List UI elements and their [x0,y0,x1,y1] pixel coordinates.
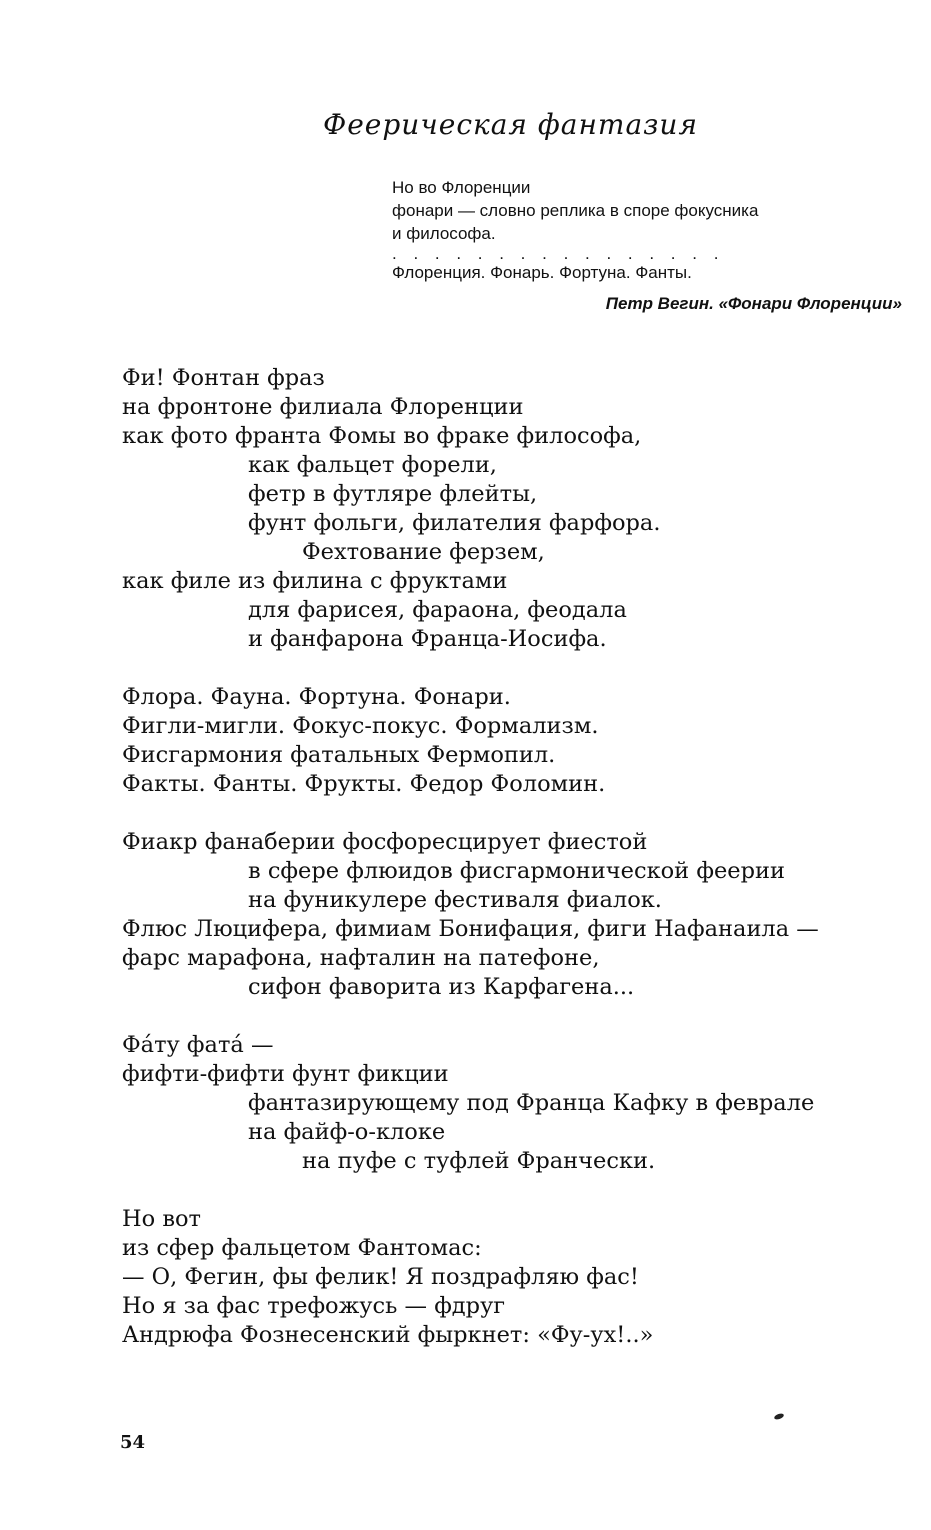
poem-line: в сфере флюидов фисгармонической феерии [248,858,785,884]
poem-line: Факты. Фанты. Фрукты. Федор Фоломин. [122,771,606,797]
poem-line: для фарисея, фараона, феодала [248,597,627,623]
poem-line: на пуфе с туфлей Франчески. [302,1148,656,1174]
poem-line: Фисгармония фатальных Фермопил. [122,742,556,768]
stanza [122,828,912,1002]
poem-line: Фехтование ферзем, [302,539,545,565]
epigraph-ellipsis: . . . . . . . . . . . . . . . . [392,244,725,263]
ink-speck [773,1412,784,1420]
poem-line: и фанфарона Франца-Иосифа. [248,626,607,652]
poem-line: фантазирующему под Франца Кафку в феврале [248,1090,815,1116]
poem-line: как фальцет форели, [248,452,497,478]
poem-line: на фуникулере фестиваля фиалок. [248,887,662,913]
poem-line: — О, Фегин, фы фелик! Я поздрафляю фас! [122,1264,639,1290]
poem-line: Но вот [122,1206,201,1232]
poem-line: на файф-о-клоке [248,1119,446,1145]
poem-line: из сфер фальцетом Фантомас: [122,1235,482,1261]
poem-body [122,364,912,1379]
stanza [122,364,912,654]
poem-line: Андрюфа Фознесенский фыркнет: «Фу-ух!..» [122,1322,654,1348]
stanza [122,683,912,799]
poem-line: как фото франта Фомы во фраке философа, [122,423,642,449]
page-number: 54 [120,1432,146,1453]
poem-line: Флора. Фауна. Фортуна. Фонари. [122,684,511,710]
poem-line: фифти-фифти фунт фикции [122,1061,449,1087]
poem-line: Фигли-мигли. Фокус-покус. Формализм. [122,713,599,739]
poem-line: на фронтоне филиала Флоренции [122,394,524,420]
poem-line: Флюс Люцифера, фимиам Бонифация, фиги Нафанаила — [122,916,819,942]
poem-line: фарс марафона, нафталин на патефоне, [122,945,600,971]
poem-line: Фа́ту фата́ — [122,1032,274,1058]
epigraph-line: Флоренция. Фонарь. Фортуна. Фанты. [392,263,692,282]
poem-line: фетр в футляре флейты, [248,481,538,507]
poem-title: Феерическая фантазия [322,108,698,141]
poem-line: сифон фаворита из Карфагена... [248,974,635,1000]
poem-line: как филе из филина с фруктами [122,568,508,594]
epigraph-line: и философа. [392,224,496,243]
epigraph-line: фонари — словно реплика в споре фокусника [392,201,759,220]
epigraph-line: Но во Флоренции [392,178,531,197]
stanza [122,1205,912,1350]
epigraph [392,176,912,315]
poem-line: Фиакр фанаберии фосфоресцирует фиестой [122,829,648,855]
epigraph-attribution: Петр Вегин. «Фонари Флоренции» [605,294,902,313]
stanza [122,1031,912,1176]
poem-line: Фи! Фонтан фраз [122,365,325,391]
poem-line: фунт фольги, филателия фарфора. [248,510,661,536]
poem-line: Но я за фас трефожусь — фдруг [122,1293,506,1319]
